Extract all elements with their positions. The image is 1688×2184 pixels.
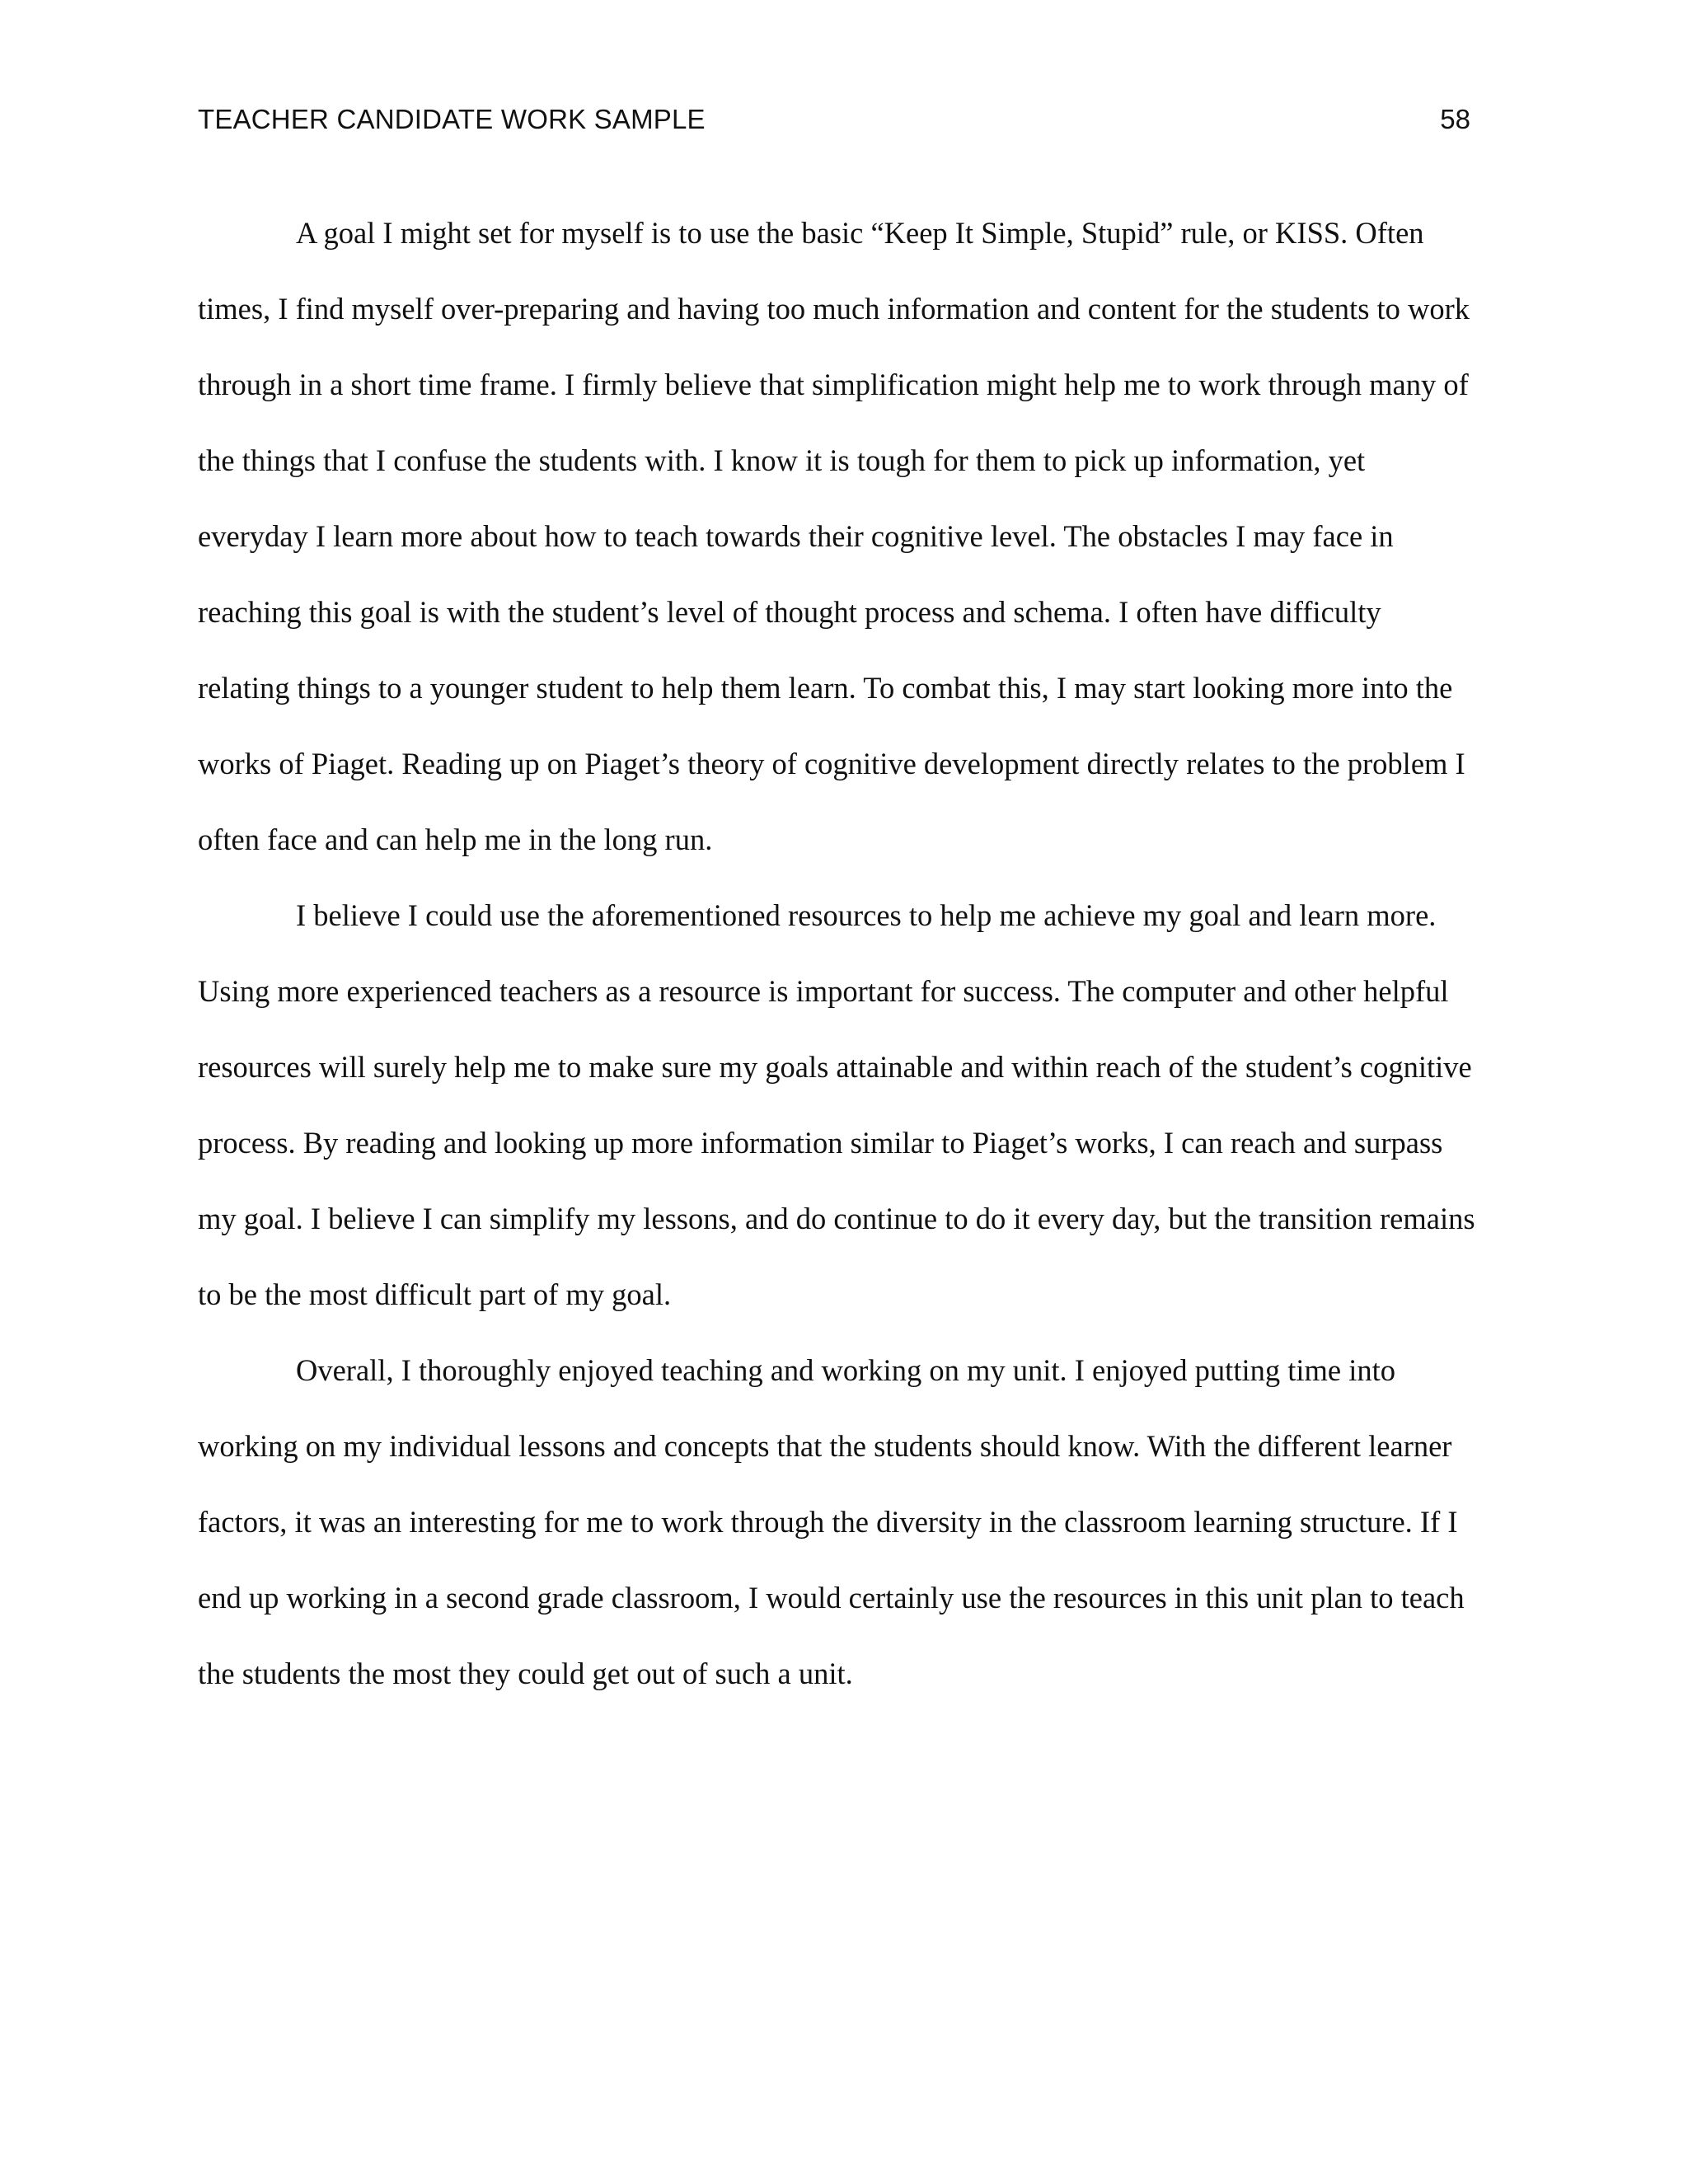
paragraph-goal: A goal I might set for myself is to use the basic “Keep It Simple, Stupid” rule, or KISS. Often times, I find myself over-preparing and having too much information and content for the students to work through in a short time frame. I firmly believe that simplification might help me to work through many of the things that I confuse the students with. I know it is tough for them to pick up information, yet everyday I learn more about how to teach towards their cognitive level. The obstacles I may face in reaching this goal is with the student’s level of thought process and schema. I often have difficulty relating things to a younger student to help them learn. To combat this, I may start looking more into the works of Piaget. Reading up on Piaget’s theory of cognitive development directly relates to the problem I often face and can help me in the long run. xyxy=(198,216,1470,856)
page-number: 58 xyxy=(1440,104,1470,134)
paragraph-resources: I believe I could use the aforementioned resources to help me achieve my goal and learn more. Using more experienced teachers as a resource is important for success. The computer and other helpful resources will surely help me to make sure my goals attainable and within reach of the student’s cognitive process. By reading and looking up more information similar to Piaget’s works, I can reach and surpass my goal. I believe I can simplify my lessons, and do continue to do it every day, but the transition remains to be the most difficult part of my goal. xyxy=(198,898,1475,1311)
running-head: TEACHER CANDIDATE WORK SAMPLE xyxy=(198,104,706,134)
paragraph-overall: Overall, I thoroughly enjoyed teaching and working on my unit. I enjoyed putting time into working on my individual lessons and concepts that the students should know. With the different learner factors, it was an interesting for me to work through the diversity in the classroom learning structure. If I end up working in a second grade classroom, I would certainly use the resources in this unit plan to teach the students the most they could get out of such a unit. xyxy=(198,1353,1465,1690)
body-text xyxy=(198,195,1479,1712)
